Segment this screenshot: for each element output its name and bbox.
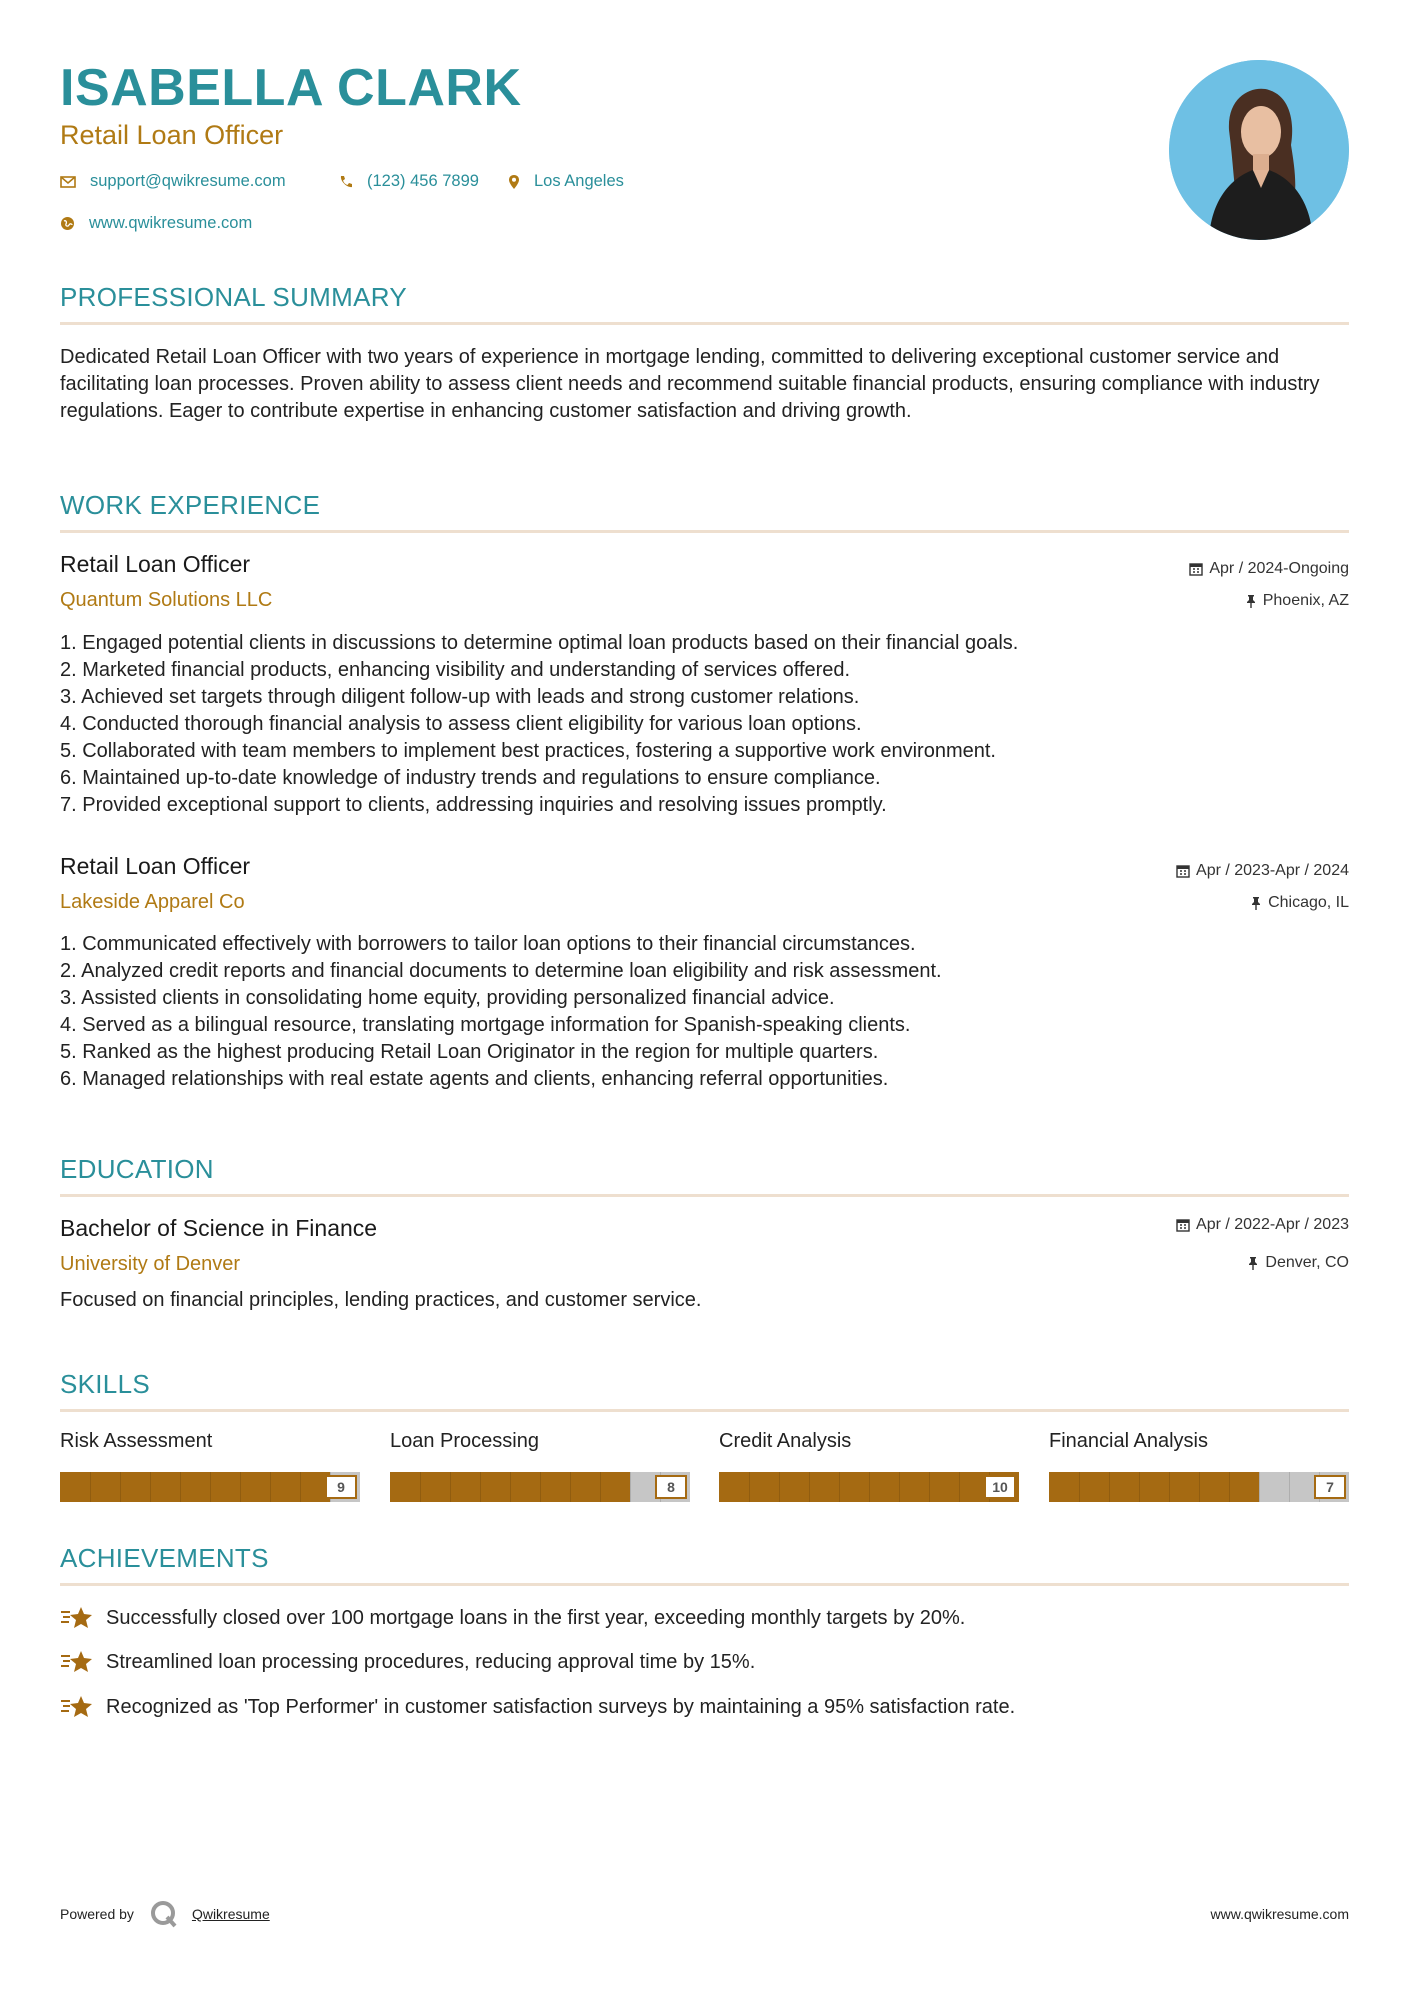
job-title: Retail Loan Officer (60, 551, 251, 577)
experience-divider (60, 530, 1349, 533)
achievement-item (60, 1693, 1015, 1721)
skill-segment-divider (779, 1472, 780, 1502)
skill-segment-divider (1259, 1472, 1260, 1502)
summary-text: Dedicated Retail Loan Officer with two years of experience in mortgage lending, committed to delivering exceptional customer service and facilitating loan processes. Proven ability to assess client needs and recommend suitable financial products, ensuring compliance with industry regulations. Eager to contribute expertise in enhancing customer satisfaction and driving growth. (60, 346, 1320, 422)
education-location-text: Denver, CO (1265, 1254, 1349, 1271)
skill-level-number: 10 (984, 1475, 1016, 1499)
experience-heading: WORK EXPERIENCE (60, 490, 321, 520)
company-name: Quantum Solutions LLC (60, 589, 273, 611)
achievement-item (60, 1604, 965, 1632)
job-dates-text: Apr / 2024-Ongoing (1209, 560, 1349, 577)
list-item: 5. Collaborated with team members to implement best practices, fostering a supportive work environment. (60, 740, 996, 762)
job-location-text: Chicago, IL (1268, 894, 1349, 911)
skill-level-number: 7 (1314, 1475, 1346, 1499)
skill-segment-divider (540, 1472, 541, 1502)
calendar-icon (1176, 1218, 1190, 1232)
skill-segment-divider (300, 1472, 301, 1502)
email-text: support@qwikresume.com (90, 172, 286, 190)
skill-level-bar (60, 1472, 360, 1502)
map-pin-icon (508, 174, 520, 190)
email-contact[interactable] (60, 172, 286, 191)
skill-segment-divider (150, 1472, 151, 1502)
job-bullet-list (60, 630, 1018, 819)
globe-icon (60, 216, 75, 231)
skill-segment-divider (1109, 1472, 1110, 1502)
star-icon (60, 1648, 94, 1676)
achievements-divider (60, 1583, 1349, 1586)
candidate-name: ISABELLA CLARK (60, 59, 522, 117)
phone-contact[interactable] (339, 172, 479, 191)
skill-item (390, 1430, 690, 1502)
skill-segment-divider (600, 1472, 601, 1502)
skill-segment-divider (270, 1472, 271, 1502)
skill-level-bar (719, 1472, 1019, 1502)
list-item: 7. Provided exceptional support to clients, addressing inquiries and resolving issues promptly. (60, 794, 887, 816)
job-dates (1189, 560, 1349, 578)
job-location (1250, 894, 1349, 912)
skill-level-number: 8 (655, 1475, 687, 1499)
skill-name: Financial Analysis (1049, 1430, 1208, 1452)
website-contact[interactable] (60, 214, 252, 233)
achievement-text: Successfully closed over 100 mortgage loans in the first year, exceeding monthly targets by 20%. (106, 1606, 966, 1629)
list-item: 1. Communicated effectively with borrowers to tailor loan options to their financial circumstances. (60, 933, 916, 955)
profile-photo (1169, 60, 1349, 240)
job-bullet-list (60, 931, 942, 1093)
skill-segment-divider (90, 1472, 91, 1502)
website-text: www.qwikresume.com (89, 214, 253, 232)
list-item: 2. Marketed financial products, enhancing visibility and understanding of services offered. (60, 659, 851, 681)
achievement-text: Recognized as 'Top Performer' in customer satisfaction surveys by maintaining a 95% satisfaction rate. (106, 1695, 1016, 1718)
calendar-icon (1176, 864, 1190, 878)
skill-name: Loan Processing (390, 1430, 539, 1452)
degree-title: Bachelor of Science in Finance (60, 1215, 378, 1241)
list-item: 2. Analyzed credit reports and financial documents to determine loan eligibility and risk assessment. (60, 960, 942, 982)
list-item: 6. Managed relationships with real estate agents and clients, enhancing referral opportunities. (60, 1068, 889, 1090)
envelope-icon (60, 175, 76, 189)
list-item: 4. Served as a bilingual resource, translating mortgage information for Spanish-speaking clients. (60, 1014, 911, 1036)
job-title: Retail Loan Officer (60, 853, 251, 879)
summary-divider (60, 322, 1349, 325)
skill-segment-divider (1139, 1472, 1140, 1502)
candidate-role: Retail Loan Officer (60, 120, 284, 150)
footer-powered-by (60, 1898, 270, 1930)
achievements-heading: ACHIEVEMENTS (60, 1543, 269, 1573)
phone-icon (339, 175, 353, 189)
skill-segment-divider (480, 1472, 481, 1502)
summary-heading: PROFESSIONAL SUMMARY (60, 282, 407, 312)
education-divider (60, 1194, 1349, 1197)
education-location (1247, 1254, 1349, 1272)
skill-level-fill (1049, 1472, 1259, 1502)
skill-segment-divider (959, 1472, 960, 1502)
skill-segment-divider (120, 1472, 121, 1502)
skill-segment-divider (809, 1472, 810, 1502)
skill-segment-divider (630, 1472, 631, 1502)
location-text: Los Angeles (534, 172, 624, 190)
job-dates (1176, 862, 1349, 880)
skills-heading: SKILLS (60, 1369, 150, 1399)
job-location (1245, 592, 1349, 610)
pushpin-icon (1245, 594, 1257, 608)
education-dates (1176, 1216, 1349, 1234)
star-icon (60, 1693, 94, 1721)
skill-segment-divider (180, 1472, 181, 1502)
skill-segment-divider (1229, 1472, 1230, 1502)
pushpin-icon (1250, 896, 1262, 910)
education-dates-text: Apr / 2022-Apr / 2023 (1196, 1216, 1349, 1233)
school-name: University of Denver (60, 1253, 241, 1275)
powered-by-text: Powered by (60, 1906, 134, 1922)
job-dates-text: Apr / 2023-Apr / 2024 (1196, 862, 1349, 879)
education-heading: EDUCATION (60, 1154, 214, 1184)
skill-level-bar (390, 1472, 690, 1502)
skill-segment-divider (210, 1472, 211, 1502)
skill-item (1049, 1430, 1349, 1502)
skill-segment-divider (1169, 1472, 1170, 1502)
skill-segment-divider (420, 1472, 421, 1502)
footer-website-link[interactable]: www.qwikresume.com (1210, 1906, 1349, 1922)
achievement-text: Streamlined loan processing procedures, reducing approval time by 15%. (106, 1650, 756, 1673)
education-description: Focused on financial principles, lending practices, and customer service. (60, 1289, 702, 1311)
skill-segment-divider (450, 1472, 451, 1502)
skill-segment-divider (899, 1472, 900, 1502)
skill-segment-divider (510, 1472, 511, 1502)
person-portrait-icon (1169, 60, 1349, 240)
skill-level-number: 9 (325, 1475, 357, 1499)
calendar-icon (1189, 562, 1203, 576)
skill-item (719, 1430, 1019, 1502)
list-item: 6. Maintained up-to-date knowledge of industry trends and regulations to ensure compliance. (60, 767, 881, 789)
skill-segment-divider (240, 1472, 241, 1502)
brand-link[interactable]: Qwikresume (191, 1906, 270, 1922)
skill-item (60, 1430, 360, 1502)
star-icon (60, 1604, 94, 1632)
list-item: 4. Conducted thorough financial analysis to assess client eligibility for various loan options. (60, 713, 862, 735)
skills-divider (60, 1409, 1349, 1412)
achievement-item (60, 1648, 755, 1676)
list-item: 3. Assisted clients in consolidating home equity, providing personalized financial advice. (60, 987, 835, 1009)
list-item: 5. Ranked as the highest producing Retail Loan Originator in the region for multiple quarters. (60, 1041, 879, 1063)
skill-name: Risk Assessment (60, 1430, 213, 1452)
skill-level-bar (1049, 1472, 1349, 1502)
skill-segment-divider (749, 1472, 750, 1502)
skill-segment-divider (1199, 1472, 1200, 1502)
job-location-text: Phoenix, AZ (1262, 592, 1349, 609)
skill-segment-divider (839, 1472, 840, 1502)
skill-level-fill (60, 1472, 330, 1502)
list-item: 1. Engaged potential clients in discussions to determine optimal loan products based on their financial goals. (60, 632, 1019, 654)
pushpin-icon (1247, 1256, 1259, 1270)
list-item: 3. Achieved set targets through diligent follow-up with leads and strong customer relations. (60, 686, 860, 708)
skill-segment-divider (929, 1472, 930, 1502)
skill-segment-divider (1079, 1472, 1080, 1502)
company-name: Lakeside Apparel Co (60, 891, 245, 913)
qwikresume-logo-icon (148, 1898, 180, 1930)
location-contact (508, 172, 624, 191)
skill-segment-divider (869, 1472, 870, 1502)
skill-segment-divider (570, 1472, 571, 1502)
skill-segment-divider (1289, 1472, 1290, 1502)
phone-text: (123) 456 7899 (367, 172, 479, 190)
skill-name: Credit Analysis (719, 1430, 852, 1452)
